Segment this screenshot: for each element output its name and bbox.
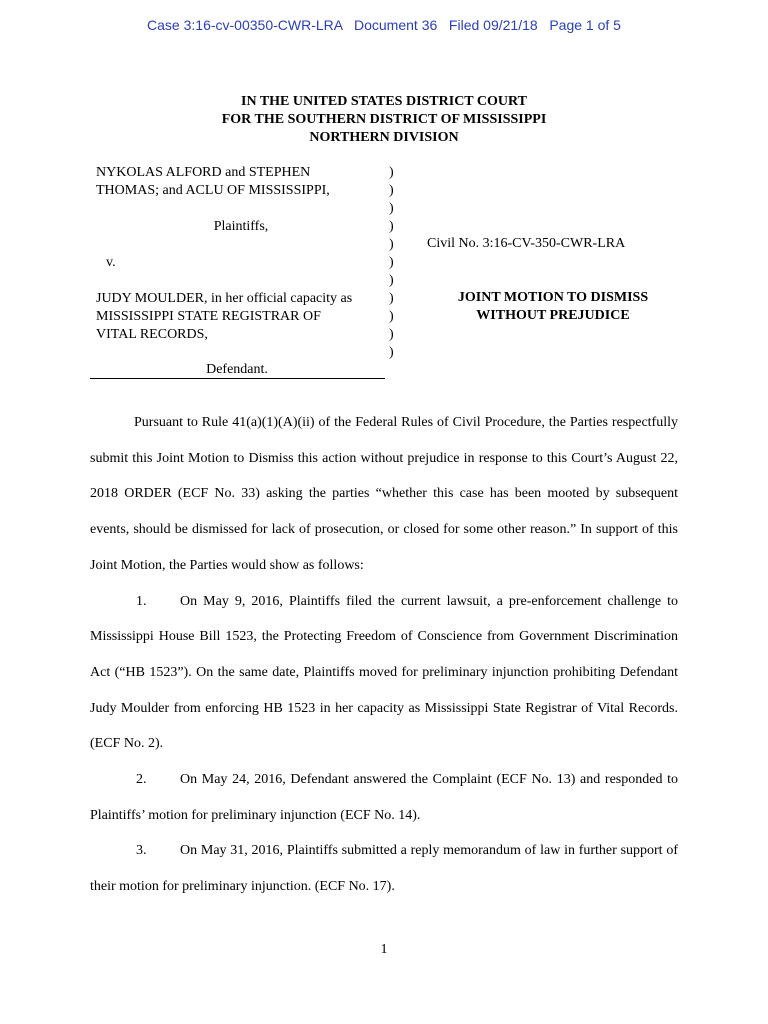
- plaintiffs-names-line-2: THOMAS; and ACLU OF MISSISSIPPI,: [96, 183, 330, 198]
- caption-spacer: [96, 236, 386, 254]
- intro-paragraph: Pursuant to Rule 41(a)(1)(A)(ii) of the Federal Rules of Civil Procedure, the Parties respectfully submit this Joint Motion to Dismiss this action without prejudice in response to this Court’s August 22, 2018 ORDER (ECF No. 33) asking the parties “whether this case has been mooted by subsequent events, should be dismissed for lack of prosecution, or closed for some other reason.” In support of this Joint Motion, the Parties would show as follows:: [90, 415, 678, 573]
- paragraph-text: On May 31, 2016, Plaintiffs submitted a reply memorandum of law in further support of their motion for preliminary injunction. (ECF No. 17).: [90, 843, 678, 895]
- caption-paren: ): [389, 327, 394, 342]
- motion-title: [430, 289, 676, 325]
- caption-paren: ): [389, 255, 394, 270]
- defendant-name-line-2: MISSISSIPPI STATE REGISTRAR OF: [96, 309, 321, 324]
- paragraph-text: On May 24, 2016, Defendant answered the Complaint (ECF No. 13) and responded to Plaintiffs’ motion for preliminary injunction (ECF No. 14).: [90, 772, 678, 823]
- caption-parenthesis-column: [389, 164, 394, 362]
- court-heading-line-2: FOR THE SOUTHERN DISTRICT OF MISSISSIPPI: [221, 112, 547, 127]
- paragraph-text: On May 9, 2016, Plaintiffs filed the current lawsuit, a pre-enforcement challenge to Mississippi House Bill 1523, the Protecting Freedom of Conscience from Government Discrimination Act (“HB 1523”). On the same date, Plaintiffs moved for preliminary injunction prohibiting Defendant Judy Moulder from enforcing HB 1523 in her capacity as Mississippi State Registrar of Vital Records. (ECF No. 2).: [90, 593, 678, 752]
- motion-title-line-1: JOINT MOTION TO DISMISS: [457, 290, 649, 305]
- caption-paren: ): [389, 291, 394, 306]
- caption-spacer: [96, 200, 386, 218]
- court-heading-line-1: IN THE UNITED STATES DISTRICT COURT: [241, 94, 527, 109]
- page-number: 1: [380, 942, 388, 957]
- court-heading-line-3: NORTHERN DIVISION: [309, 130, 459, 145]
- plaintiffs-label: Plaintiffs,: [213, 219, 269, 234]
- caption-underline: [90, 378, 385, 379]
- caption-paren: ): [389, 273, 394, 288]
- paragraph-number: 3.: [136, 843, 147, 859]
- caption-spacer: [96, 272, 386, 290]
- motion-title-line-2: WITHOUT PREJUDICE: [476, 308, 630, 323]
- paragraph-number: 1.: [136, 593, 147, 609]
- ecf-filing-header: Case 3:16-cv-00350-CWR-LRA Document 36 Filed 09/21/18 Page 1 of 5: [147, 17, 621, 33]
- caption-paren: ): [389, 219, 394, 234]
- numbered-paragraph-1: [90, 584, 678, 763]
- motion-body: [90, 405, 678, 905]
- caption-paren: ): [389, 183, 394, 198]
- civil-case-number: Civil No. 3:16-CV-350-CWR-LRA: [427, 236, 626, 251]
- paragraph-number: 2.: [136, 772, 147, 788]
- case-caption-parties: [96, 164, 386, 344]
- caption-paren: ): [389, 201, 394, 216]
- defendant-name-line-1: JUDY MOULDER, in her official capacity as: [96, 291, 353, 306]
- caption-paren: ): [389, 309, 394, 324]
- court-heading: [0, 93, 768, 147]
- numbered-paragraph-3: [90, 833, 678, 904]
- caption-paren: ): [389, 237, 394, 252]
- plaintiffs-names-line-1: NYKOLAS ALFORD and STEPHEN: [96, 165, 311, 180]
- caption-paren: ): [389, 345, 394, 360]
- defendant-name-line-3: VITAL RECORDS,: [96, 327, 208, 342]
- versus-label: v.: [106, 255, 116, 270]
- defendant-label: Defendant.: [206, 362, 268, 377]
- numbered-paragraph-2: [90, 762, 678, 833]
- caption-paren: ): [389, 165, 394, 180]
